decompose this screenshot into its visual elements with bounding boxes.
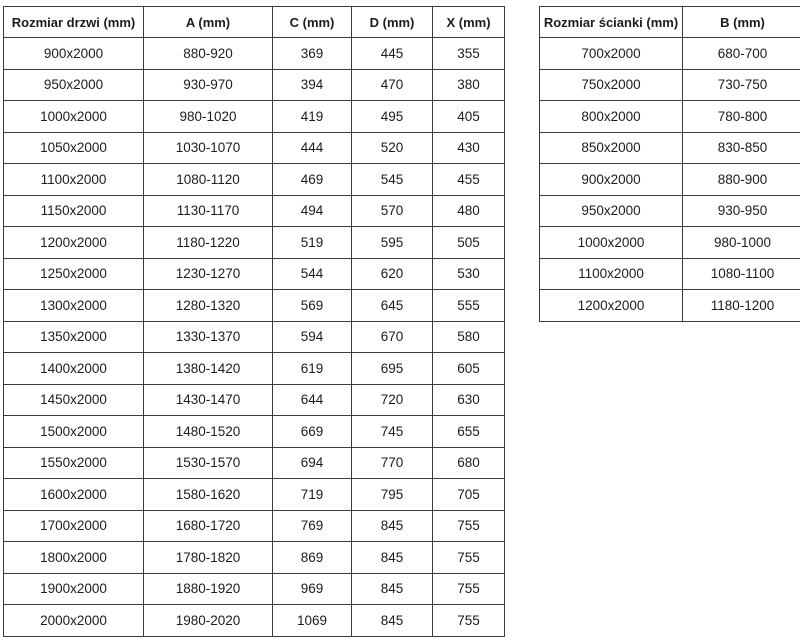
table-row [540,290,800,322]
table-cell: 950x2000 [4,69,144,101]
table-cell: 1050x2000 [4,132,144,164]
table-row [4,605,505,637]
table-cell: 1500x2000 [4,416,144,448]
table-cell: 780-800 [683,101,800,133]
table-cell: 730-750 [683,69,800,101]
table-cell: 830-850 [683,132,800,164]
table-cell: 694 [273,447,352,479]
table-cell: 605 [433,353,505,385]
table-cell: 1430-1470 [144,384,273,416]
table-cell: 445 [352,38,433,70]
table-cell: 850x2000 [540,132,683,164]
table-cell: 455 [433,164,505,196]
table-cell: 594 [273,321,352,353]
column-header: D (mm) [352,7,433,38]
table-cell: 1030-1070 [144,132,273,164]
table-cell: 1000x2000 [4,101,144,133]
table-cell: 670 [352,321,433,353]
table-cell: 1900x2000 [4,573,144,605]
table-cell: 669 [273,416,352,448]
table-cell: 1450x2000 [4,384,144,416]
table-cell: 680 [433,447,505,479]
table-cell: 1180-1200 [683,290,800,322]
table-row [4,227,505,259]
table-cell: 619 [273,353,352,385]
column-header: Rozmiar drzwi (mm) [4,7,144,38]
table-cell: 495 [352,101,433,133]
table-cell: 494 [273,195,352,227]
table-cell: 580 [433,321,505,353]
table-cell: 1100x2000 [540,258,683,290]
table-row [540,195,800,227]
table-cell: 1600x2000 [4,479,144,511]
table-cell: 845 [352,605,433,637]
table-cell: 1130-1170 [144,195,273,227]
table-cell: 1100x2000 [4,164,144,196]
table-cell: 545 [352,164,433,196]
table-cell: 1550x2000 [4,447,144,479]
table-cell: 880-920 [144,38,273,70]
table-cell: 369 [273,38,352,70]
table-cell: 1069 [273,605,352,637]
table-row [4,132,505,164]
table-cell: 1200x2000 [540,290,683,322]
table-cell: 444 [273,132,352,164]
table-cell: 1150x2000 [4,195,144,227]
column-header: Rozmiar ścianki (mm) [540,7,683,38]
table-cell: 1280-1320 [144,290,273,322]
table-row [540,132,800,164]
table-cell: 1480-1520 [144,416,273,448]
table-cell: 745 [352,416,433,448]
column-header: C (mm) [273,7,352,38]
table-cell: 469 [273,164,352,196]
table-cell: 845 [352,573,433,605]
table-cell: 430 [433,132,505,164]
table-cell: 1330-1370 [144,321,273,353]
table-cell: 644 [273,384,352,416]
table-row [4,510,505,542]
table-cell: 1880-1920 [144,573,273,605]
table-cell: 2000x2000 [4,605,144,637]
table-cell: 620 [352,258,433,290]
door-sizes-table [3,6,505,637]
table-cell: 900x2000 [4,38,144,70]
table-cell: 520 [352,132,433,164]
table-row [540,101,800,133]
table-cell: 1680-1720 [144,510,273,542]
table-cell: 700x2000 [540,38,683,70]
table-cell: 795 [352,479,433,511]
table-row [4,321,505,353]
table-cell: 1380-1420 [144,353,273,385]
table-cell: 1530-1570 [144,447,273,479]
table-cell: 544 [273,258,352,290]
wall-table-body [540,38,800,322]
table-cell: 1080-1100 [683,258,800,290]
table-cell: 645 [352,290,433,322]
column-header: X (mm) [433,7,505,38]
table-cell: 505 [433,227,505,259]
table-cell: 750x2000 [540,69,683,101]
table-cell: 1000x2000 [540,227,683,259]
table-cell: 595 [352,227,433,259]
wall-sizes-table [539,6,800,322]
table-cell: 695 [352,353,433,385]
table-row [4,353,505,385]
table-cell: 845 [352,542,433,574]
table-cell: 900x2000 [540,164,683,196]
table-cell: 530 [433,258,505,290]
table-cell: 769 [273,510,352,542]
table-cell: 1250x2000 [4,258,144,290]
table-cell: 800x2000 [540,101,683,133]
table-row [4,195,505,227]
table-cell: 380 [433,69,505,101]
table-row [4,258,505,290]
table-cell: 755 [433,605,505,637]
table-cell: 869 [273,542,352,574]
table-row [4,101,505,133]
table-row [4,69,505,101]
column-header: A (mm) [144,7,273,38]
table-row [4,384,505,416]
table-cell: 630 [433,384,505,416]
table-row [4,164,505,196]
table-cell: 1350x2000 [4,321,144,353]
table-cell: 755 [433,510,505,542]
table-cell: 1580-1620 [144,479,273,511]
table-cell: 980-1000 [683,227,800,259]
table-cell: 555 [433,290,505,322]
table-cell: 950x2000 [540,195,683,227]
table-cell: 720 [352,384,433,416]
table-cell: 1400x2000 [4,353,144,385]
table-cell: 655 [433,416,505,448]
table-cell: 569 [273,290,352,322]
table-cell: 1800x2000 [4,542,144,574]
table-row [4,479,505,511]
wall-table-header-row [540,7,800,38]
table-cell: 480 [433,195,505,227]
table-cell: 1230-1270 [144,258,273,290]
door-table-header-row [4,7,505,38]
table-cell: 470 [352,69,433,101]
table-cell: 930-970 [144,69,273,101]
column-header: B (mm) [683,7,800,38]
table-cell: 570 [352,195,433,227]
table-row [540,69,800,101]
table-cell: 355 [433,38,505,70]
table-cell: 1080-1120 [144,164,273,196]
table-cell: 394 [273,69,352,101]
table-row [540,38,800,70]
table-row [4,290,505,322]
table-cell: 405 [433,101,505,133]
table-cell: 1180-1220 [144,227,273,259]
table-cell: 845 [352,510,433,542]
table-cell: 719 [273,479,352,511]
table-cell: 880-900 [683,164,800,196]
table-cell: 1980-2020 [144,605,273,637]
table-row [540,227,800,259]
table-cell: 755 [433,573,505,605]
table-cell: 770 [352,447,433,479]
door-table-body [4,38,505,637]
table-cell: 755 [433,542,505,574]
table-cell: 1700x2000 [4,510,144,542]
table-cell: 930-950 [683,195,800,227]
table-cell: 980-1020 [144,101,273,133]
table-row [540,164,800,196]
table-row [540,258,800,290]
table-row [4,542,505,574]
table-row [4,447,505,479]
table-row [4,573,505,605]
table-row [4,38,505,70]
table-cell: 969 [273,573,352,605]
table-cell: 519 [273,227,352,259]
table-row [4,416,505,448]
table-cell: 419 [273,101,352,133]
table-cell: 1780-1820 [144,542,273,574]
table-cell: 1200x2000 [4,227,144,259]
table-cell: 705 [433,479,505,511]
table-cell: 1300x2000 [4,290,144,322]
table-cell: 680-700 [683,38,800,70]
